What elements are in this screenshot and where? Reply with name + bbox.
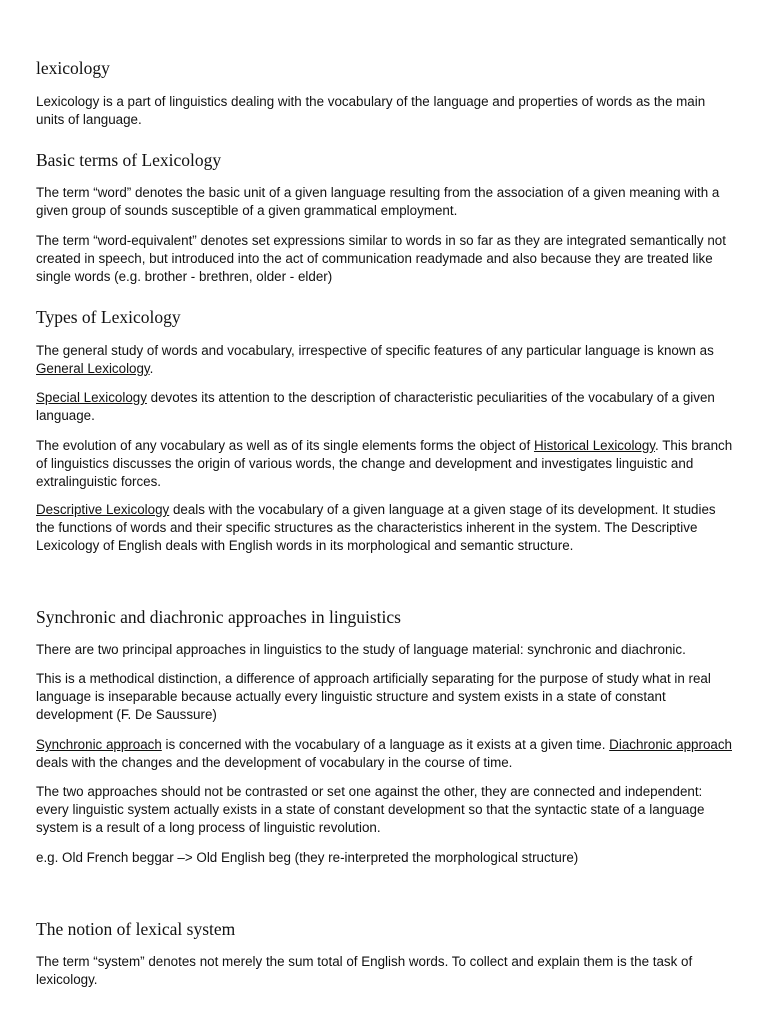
section-heading-basic-terms: Basic terms of Lexicology	[36, 150, 222, 170]
paragraph-text: The general study of words and vocabulary, irrespective of specific features of any particular language is known as	[36, 343, 714, 358]
paragraph-text: devotes its attention to the description of characteristic peculiarities of the vocabulary of a given language.	[36, 390, 715, 423]
paragraph-synchronic-diachronic	[36, 736, 736, 772]
paragraph-term-system: The term “system” denotes not merely the sum total of English words. To collect and explain them is the task of lexicology.	[36, 954, 693, 987]
paragraph-descriptive-lexicology	[36, 501, 736, 554]
paragraph-text: deals with the vocabulary of a given language at a given stage of its development. It studies the functions of words and their specific structures as the characteristics inherent in the system. The Descriptive Lexicology of English deals with English words in its morphological and semantic structure.	[36, 502, 716, 553]
paragraph-text: .	[149, 360, 154, 376]
paragraph-historical-lexicology	[36, 437, 736, 490]
paragraph-methodical-distinction: This is a methodical distinction, a difference of approach artificially separating for the purpose of study what in real language is inseparable because actually every linguistic structure and system exists in a state of constant development (F. De Saussure)	[36, 671, 711, 722]
paragraph-text: . This branch of linguistics discusses the origin of various words, the change and development and investigates linguistic and extralinguistic forces.	[36, 438, 733, 489]
paragraph-two-approaches-connected: The two approaches should not be contrasted or set one against the other, they are connected and independent: every linguistic system actually exists in a state of constant development so that the syntactic state of a language system is a result of a long process of linguistic revolution.	[36, 784, 705, 835]
section-heading-types: Types of Lexicology	[36, 307, 181, 327]
paragraph-general-lexicology	[36, 342, 736, 378]
descriptive-lexicology-link[interactable]: Descriptive Lexicology	[36, 502, 170, 517]
paragraph-example: e.g. Old French beggar –> Old English beg (they re-interpreted the morphological structure)	[36, 850, 579, 865]
general-lexicology-link[interactable]: General Lexicology	[36, 360, 150, 376]
synchronic-approach-link[interactable]: Synchronic approach	[36, 737, 162, 752]
paragraph-term-word-equivalent: The term “word-equivalent” denotes set expressions similar to words in so far as they are integrated semantically not created in speech, but introduced into the act of communication readymade and also because they are treated like single words (e.g. brother - brethren, older - elder)	[36, 233, 726, 284]
paragraph-special-lexicology	[36, 389, 736, 425]
special-lexicology-link[interactable]: Special Lexicology	[36, 390, 147, 405]
historical-lexicology-link[interactable]: Historical Lexicology	[533, 438, 656, 453]
paragraph-text: is concerned with the vocabulary of a language as it exists at a given time.	[161, 737, 610, 752]
paragraph-two-approaches: There are two principal approaches in linguistics to the study of language material: synchronic and diachronic.	[36, 642, 686, 657]
section-heading-lexicology: lexicology	[36, 58, 110, 78]
paragraph-text: The evolution of any vocabulary as well as of its single elements forms the object of	[36, 438, 534, 453]
section-heading-lexical-system: The notion of lexical system	[36, 919, 236, 939]
diachronic-approach-link[interactable]: Diachronic approach	[609, 737, 732, 752]
paragraph-lexicology-definition: Lexicology is a part of linguistics dealing with the vocabulary of the language and properties of words as the main units of language.	[36, 94, 706, 127]
paragraph-text: deals with the changes and the development of vocabulary in the course of time.	[36, 754, 513, 770]
paragraph-term-word: The term “word” denotes the basic unit of a given language resulting from the association of a given meaning with a given group of sounds susceptible of a given grammatical employment.	[36, 185, 720, 218]
section-heading-synchronic-diachronic: Synchronic and diachronic approaches in linguistics	[36, 607, 401, 627]
